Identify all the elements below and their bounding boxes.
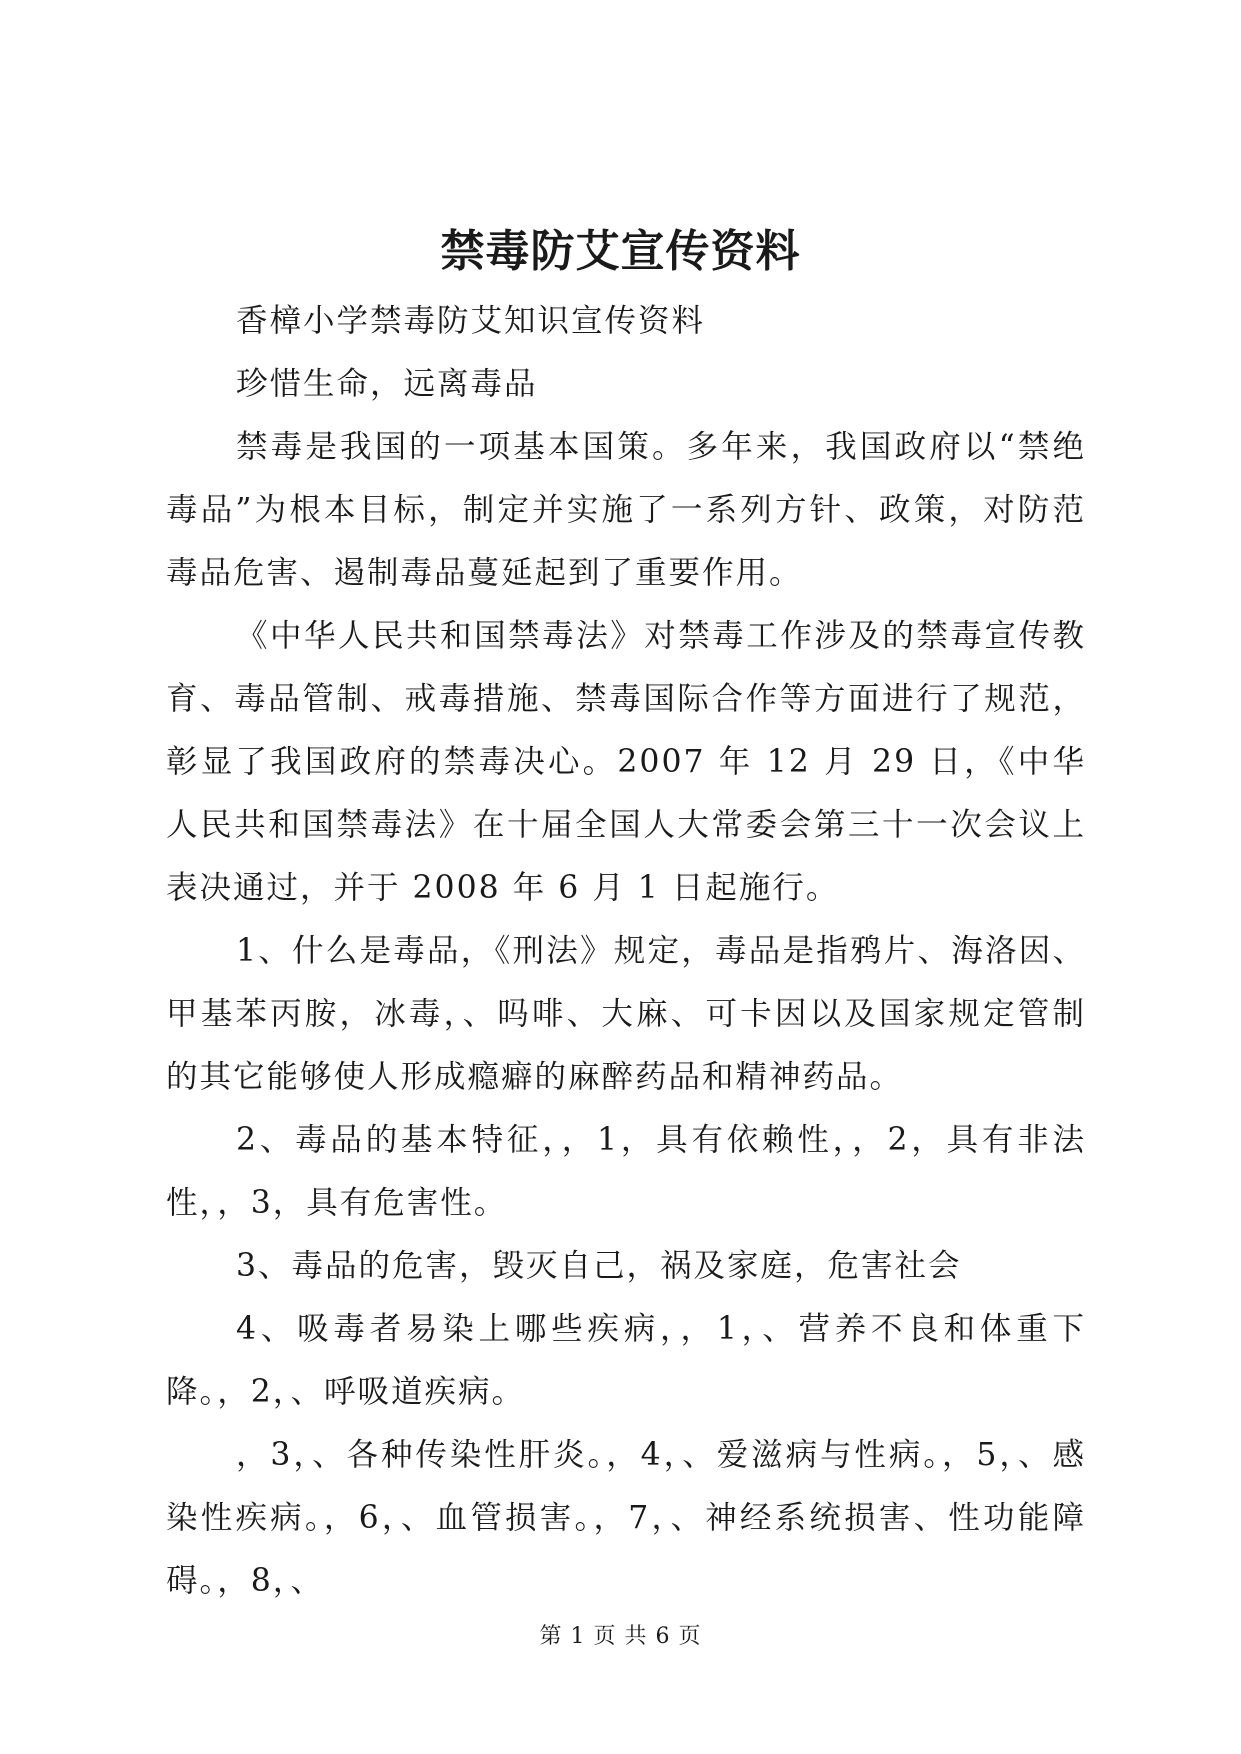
paragraph-law: 《中华人民共和国禁毒法》对禁毒工作涉及的禁毒宣传教育、毒品管制、戒毒措施、禁毒国际合作等方面进行了规范，彰显了我国政府的禁毒决心。2007 年 12 月 29 日，《中华人民共和国禁毒法》在十届全国人大常委会第三十一次会议上表决通过，并于 2008 年 6 月 1 日起施行。 — [166, 618, 1086, 906]
paragraph-item-4: 4、吸毒者易染上哪些疾病，，1，、营养不良和体重下降。，2，、呼吸道疾病。 — [166, 1311, 1086, 1410]
paragraph-item-2: 2、毒品的基本特征，，1，具有依赖性，，2，具有非法性，，3，具有危害性。 — [166, 1122, 1086, 1221]
paragraph-item-3: 3、毒品的危害，毁灭自己，祸及家庭，危害社会 — [236, 1248, 962, 1284]
paragraph-school-heading: 香樟小学禁毒防艾知识宣传资料 — [236, 303, 706, 339]
document-body — [166, 290, 1086, 1613]
paragraph-item-4-continued: ，3，、各种传染性肝炎。，4，、爱滋病与性病。，5，、感染性疾病。，6，、血管损害。，7，、神经系统损害、性功能障碍。，8，、 — [166, 1437, 1086, 1599]
document-title: 禁毒防艾宣传资料 — [440, 226, 801, 277]
paragraph-item-1: 1、什么是毒品，《刑法》规定，毒品是指鸦片、海洛因、甲基苯丙胺，冰毒，、吗啡、大麻、可卡因以及国家规定管制的其它能够使人形成瘾癖的麻醉药品和精神药品。 — [166, 933, 1086, 1095]
paragraph-slogan: 珍惜生命，远离毒品 — [236, 366, 538, 402]
paragraph-policy: 禁毒是我国的一项基本国策。多年来，我国政府以“禁绝毒品”为根本目标，制定并实施了一系列方针、政策，对防范毒品危害、遏制毒品蔓延起到了重要作用。 — [166, 429, 1086, 591]
page-footer: 第 1 页 共 6 页 — [539, 1624, 702, 1649]
